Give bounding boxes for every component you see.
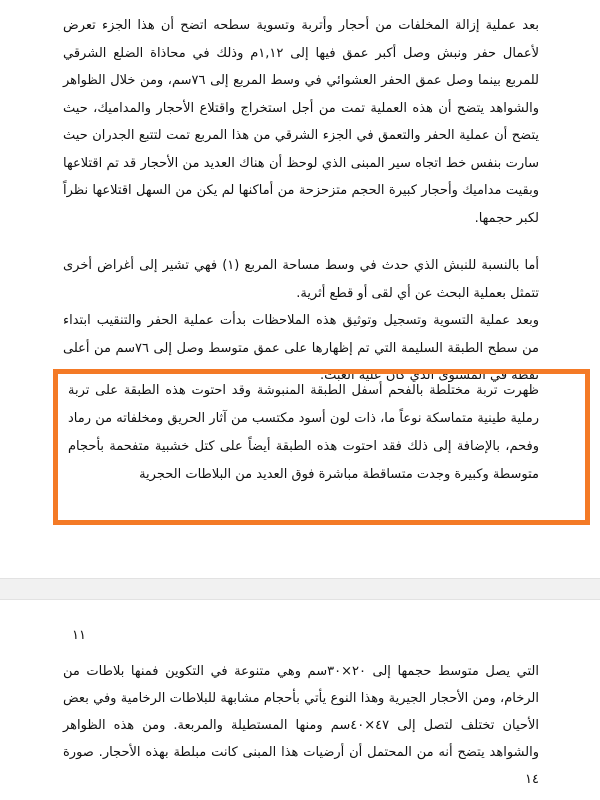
paragraph-leveling-process: وبعد عملية التسوية وتسجيل وتوثيق هذه الملاحظات بدأت عملية الحفر والتنقيب ابتداء من سطح الطبقة السليمة التي تم إظهارها على عمق متوسط وصل إلى ٧٦سم من أعلى نقطة في المستوى الذي كان عليه العبث.	[63, 313, 539, 383]
highlighted-paragraph-charcoal-layer: ظهرت تربة مختلطة بالفحم أسفل الطبقة المنبوشة وقد احتوت هذه الطبقة على تربة رملية طينية متماسكة نوعاً ما، ذات لون أسود مكتسب من آثار الحريق ومخلفاته من رماد وفحم، بالإضافة إلى ذلك فقد احتوت هذه الطبقة أيضاً على كتل خشبية متفحمة بأحجام متوسطة وكبيرة وجدت متساقطة مباشرة فوق العديد من البلاطات الحجرية	[68, 383, 539, 482]
paragraph-excavation-description: بعد عملية إزالة المخلفات من أحجار وأتربة وتسوية سطحه اتضح أن هذا الجزء تعرض لأعمال حفر ونبش وصل أكبر عمق فيها إلى ١,١٢م وذلك في محاذاة الضلع الشرقي للمربع بينما وصل عمق الحفر العشوائي في وسط المربع إلى ٧٦سم، ومن خلال الظواهر والشواهد يتضح أن هذه العملية تمت من أجل استخراج واقتلاع الأحجار والمداميك، حيث يتضح أن عملية الحفر والتعمق في الجزء الشرقي من هذا المربع تمت لتتبع الجدران حيث سارت بنفس خط اتجاه سير المبنى الذي لوحظ أن هناك العديد من الأحجار قد تم اقتلاعها وبقيت مداميك وأحجار كبيرة الحجم متزحزحة من أماكنها لم يكن من السهل اقتلاعها نظراً لكبر حجمها.	[63, 18, 540, 226]
page-number: ١١	[72, 628, 86, 643]
page-separator	[0, 578, 600, 600]
paragraph-random-digging: أما بالنسبة للنبش الذي حدث في وسط مساحة المربع (١) فهي تشير إلى أغراض أخرى تتمثل بعملية البحث عن أي لقى أو قطع أثرية.	[63, 258, 539, 301]
document-page-bottom	[0, 600, 600, 800]
paragraph-stone-tiles: التي يصل متوسط حجمها إلى ٢٠×٣٠سم وهي متنوعة في التكوين فمنها بلاطات من الرخام، ومن الأحجار الجيرية وهذا النوع يأتي بأحجام مشابهة للبلاطات الرخامية وفي بعض الأحيان تختلف لتصل إلى ٤٧×٤٠سم ومنها المستطيلة والمربعة. ومن هذه الظواهر والشواهد يتضح أنه من المحتمل أن أرضيات هذا المبنى كانت مبلطة بهذه الأحجار. صورة ١٤	[63, 664, 539, 787]
